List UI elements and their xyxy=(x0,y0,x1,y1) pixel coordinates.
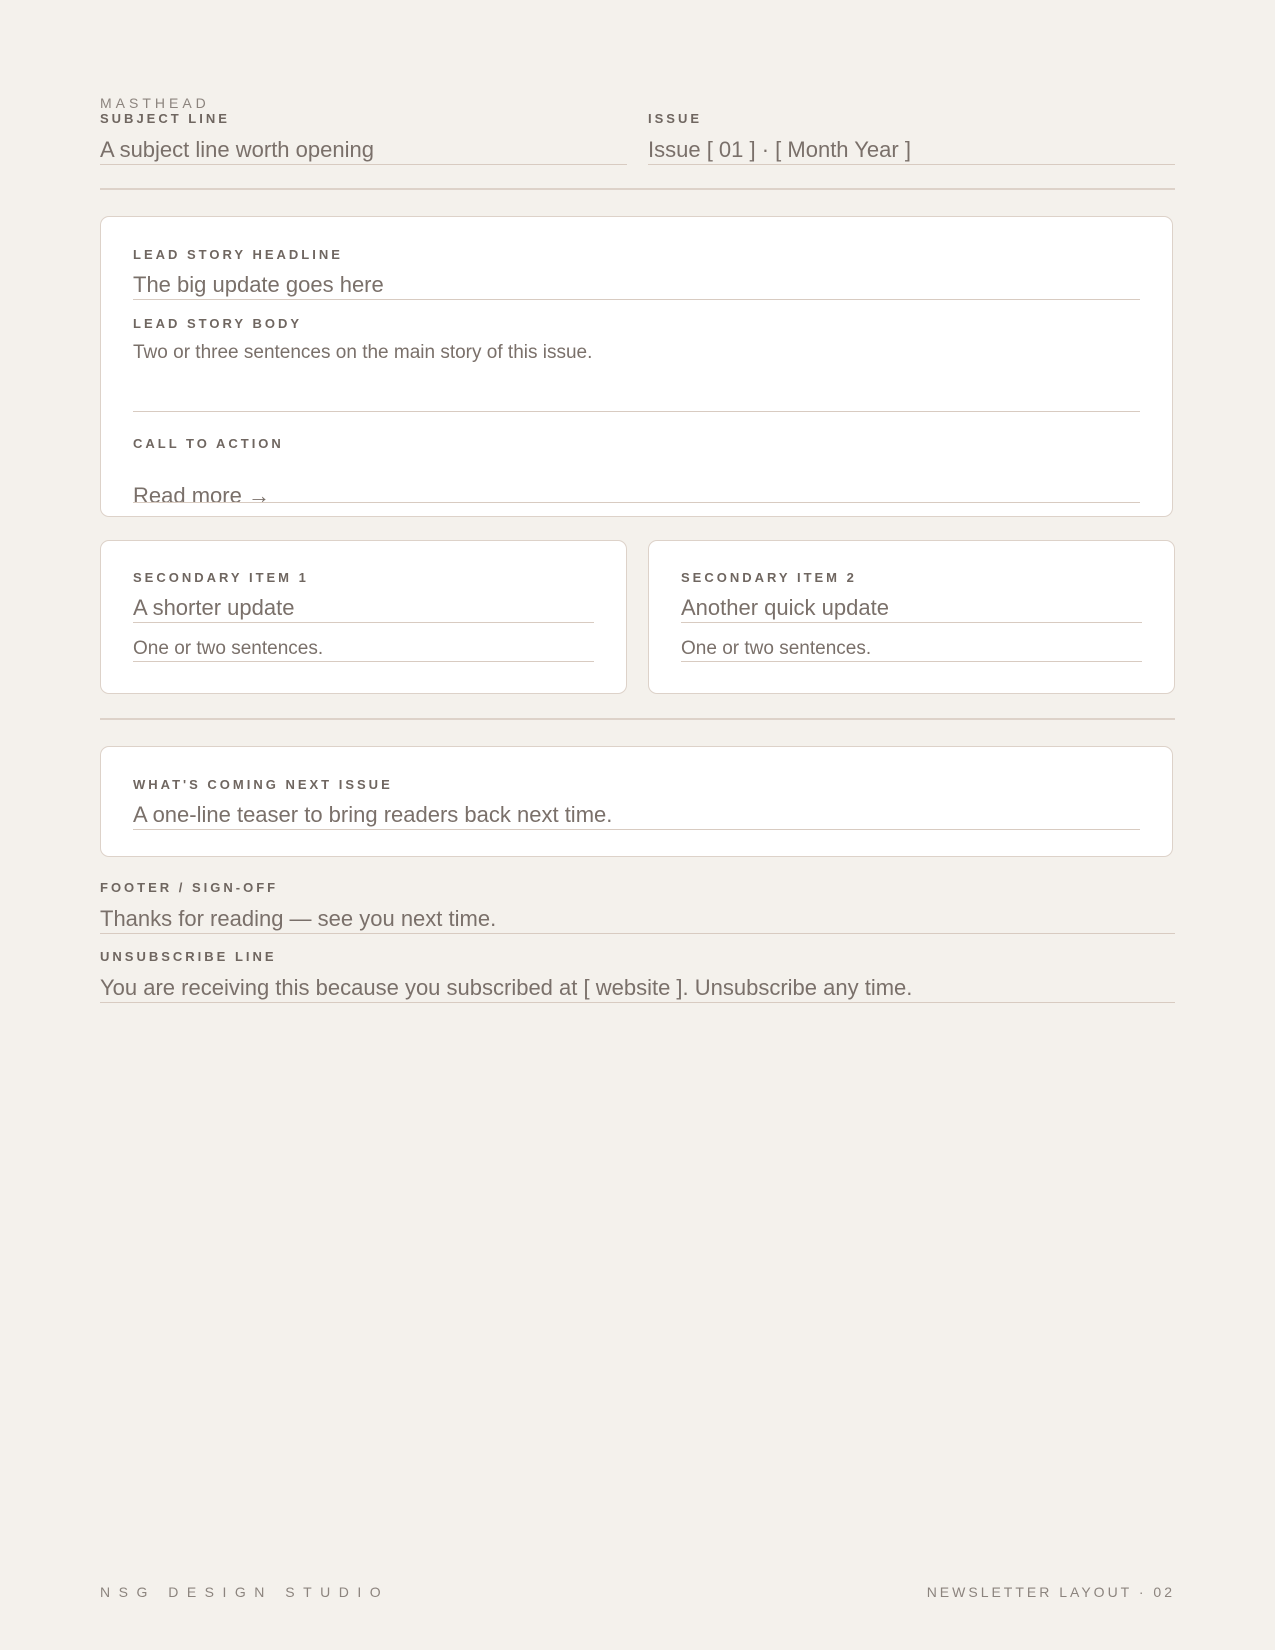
next-issue-card xyxy=(100,746,1173,857)
signoff-field[interactable]: Thanks for reading — see you next time. xyxy=(100,905,1175,934)
issue-group xyxy=(648,111,1175,165)
subject-line-field[interactable]: A subject line worth opening xyxy=(100,136,627,165)
lead-headline-field[interactable]: The big update goes here xyxy=(133,271,1140,300)
next-issue-label: WHAT'S COMING NEXT ISSUE xyxy=(133,777,393,792)
unsubscribe-label: UNSUBSCRIBE LINE xyxy=(100,949,277,964)
issue-label: ISSUE xyxy=(648,111,703,126)
masthead-title: MASTHEAD xyxy=(100,95,210,111)
secondary-item-1-title-field[interactable]: A shorter update xyxy=(133,594,594,623)
secondary-item-1-label: SECONDARY ITEM 1 xyxy=(133,570,309,585)
layout-name: NEWSLETTER LAYOUT · 02 xyxy=(926,1584,1175,1600)
secondary-item-2-group xyxy=(681,570,1142,662)
unsubscribe-group xyxy=(100,949,1175,1003)
issue-field[interactable]: Issue [ 01 ] · [ Month Year ] xyxy=(648,136,1175,165)
secondary-item-1-group xyxy=(133,570,594,662)
secondary-item-2-card xyxy=(648,540,1175,694)
cta-field[interactable]: Read more → xyxy=(133,469,1140,503)
secondary-item-2-title-field[interactable]: Another quick update xyxy=(681,594,1142,623)
signoff-group xyxy=(100,880,1175,934)
next-issue-field[interactable]: A one-line teaser to bring readers back next time. xyxy=(133,801,1140,830)
cta-label: CALL TO ACTION xyxy=(133,436,284,451)
lead-headline-group xyxy=(133,247,1140,300)
cta-group xyxy=(133,436,1140,503)
secondary-item-1-body-field[interactable]: One or two sentences. xyxy=(133,637,594,662)
studio-name: NSG DESIGN STUDIO xyxy=(100,1584,390,1600)
lead-story-card xyxy=(100,216,1173,517)
unsubscribe-field[interactable]: You are receiving this because you subscribed at [ website ]. Unsubscribe any time. xyxy=(100,974,1175,1003)
lead-body-field[interactable]: Two or three sentences on the main story of this issue. xyxy=(133,341,1140,412)
secondary-item-2-body-field[interactable]: One or two sentences. xyxy=(681,637,1142,662)
signoff-label: FOOTER / SIGN-OFF xyxy=(100,880,279,895)
subject-line-label: SUBJECT LINE xyxy=(100,111,230,126)
lead-headline-label: LEAD STORY HEADLINE xyxy=(133,247,343,262)
lead-body-label: LEAD STORY BODY xyxy=(133,316,303,331)
lead-body-group xyxy=(133,316,1140,412)
subject-line-group xyxy=(100,111,627,165)
next-issue-group xyxy=(133,777,1140,830)
secondary-item-1-card xyxy=(100,540,627,694)
secondary-item-2-label: SECONDARY ITEM 2 xyxy=(681,570,857,585)
masthead-divider xyxy=(100,188,1175,190)
secondary-divider xyxy=(100,718,1175,720)
